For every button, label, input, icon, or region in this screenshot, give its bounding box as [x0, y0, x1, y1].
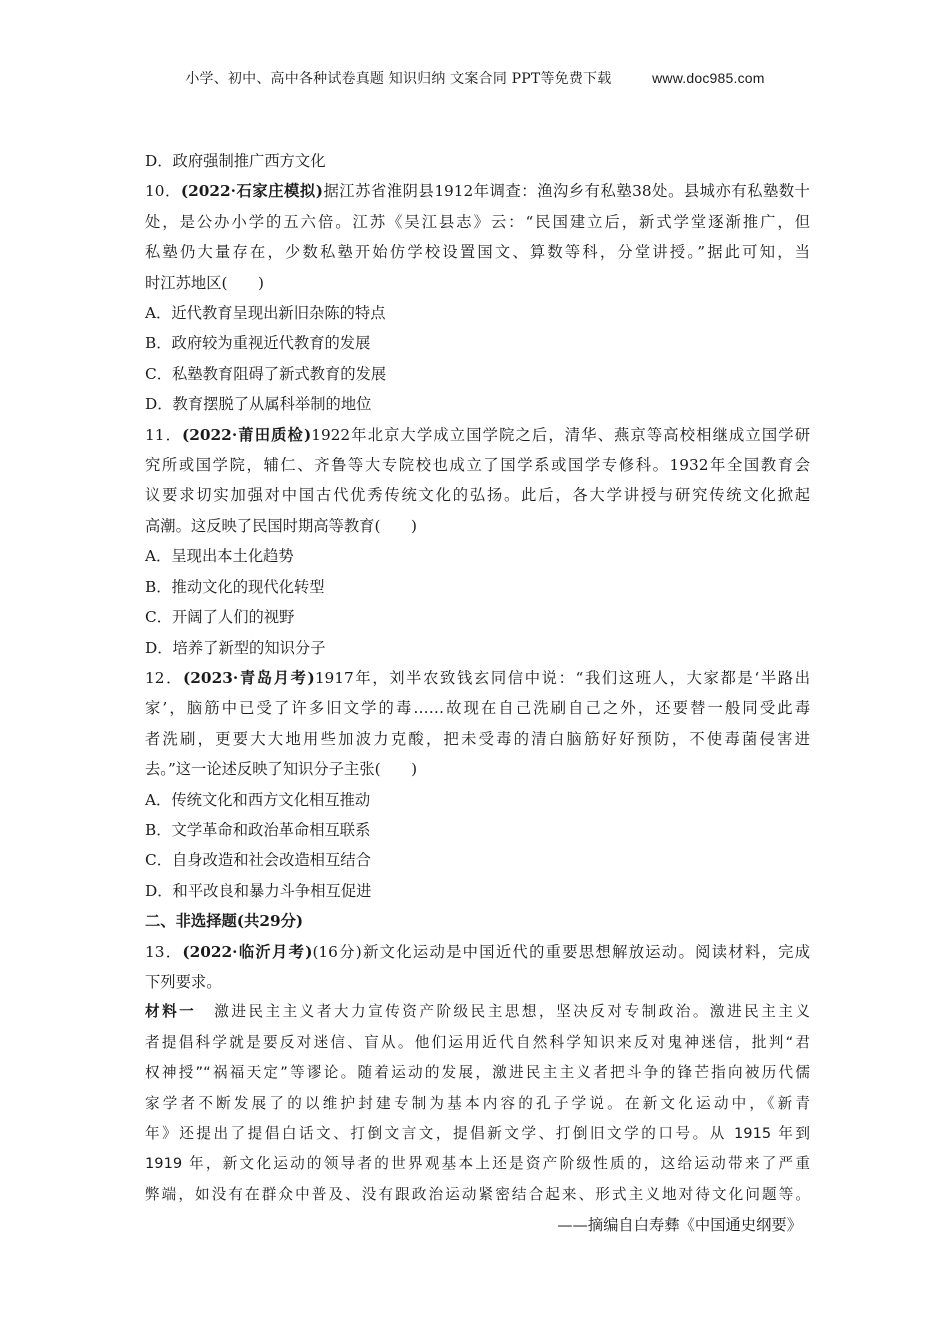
q12-stem-line-1	[145, 663, 810, 693]
material-1-line-7: 弊端，如没有在群众中普及、没有跟政治运动紧密结合起来、形式主义地对待文化问题等。	[145, 1185, 810, 1203]
q12-source: (2023·青岛月考)	[183, 668, 315, 687]
material-1-line-2: 者提倡科学就是要反对迷信、盲从。他们运用近代自然科学知识来反对鬼神迷信，批判“君	[145, 1033, 810, 1051]
q12-stem-line-2: 家’，脑筋中已受了许多旧文学的毒……故现在自己洗刷自己之外，还要替一般同受此毒	[145, 699, 810, 718]
q12-stem-line-4: 去。”这一论述反映了知识分子主张( )	[145, 760, 418, 779]
material-1-source: ——摘编自白寿彝《中国通史纲要》	[557, 1216, 802, 1235]
q12-option-d: D．和平改良和暴力斗争相互促进	[145, 881, 372, 900]
q10-option-b: B．政府较为重视近代教育的发展	[145, 334, 371, 353]
header-site-link[interactable]: www.doc985.com	[652, 70, 765, 86]
q10-option-c: C．私塾教育阻碍了新式教育的发展	[145, 364, 387, 383]
q11-option-b: B．推动文化的现代化转型	[145, 577, 325, 596]
q10-stem-line-3: 私塾仍大量存在，少数私塾开始仿学校设置国文、算数等科，分堂讲授。”据此可知，当	[145, 243, 810, 262]
material-1-line-5: 年》还提出了提倡白话文、打倒文言文，提倡新文学、打倒旧文学的口号。从 1915 年到	[145, 1125, 810, 1142]
q11-stem-text-1: 1922年北京大学成立国学院之后，清华、燕京等高校相继成立国学研	[311, 425, 810, 444]
q10-stem-line-1	[145, 176, 810, 206]
question-11	[145, 420, 810, 663]
q12-number: 12．	[145, 668, 184, 687]
material-1-text-1: 激进民主主义者大力宣传资产阶级民主思想，坚决反对专制政治。激进民主主义	[214, 1003, 810, 1021]
q12-stem-line-3: 者洗刷，更要大大地用些加波力克酸，把未受毒的清白脑筋好好预防，不使毒菌侵害进	[145, 729, 810, 748]
header-text: 小学、初中、高中各种试卷真题 知识归纳 文案合同 PPT等免费下载	[185, 71, 612, 87]
q11-stem-line-3: 议要求切实加强对中国古代优秀传统文化的弘扬。此后，各大学讲授与研究传统文化掀起	[145, 486, 810, 505]
material-1-line-1	[145, 997, 810, 1027]
question-10	[145, 176, 810, 419]
question-13	[145, 937, 810, 1241]
q11-source: (2022·莆田质检)	[182, 425, 312, 444]
q12-option-a: A．传统文化和西方文化相互推动	[145, 790, 371, 809]
material-1-line-4: 家学者不断发展了的以维护封建专制为基本内容的孔子学说。在新文化运动中，《新青	[145, 1094, 810, 1112]
q10-stem-text-1: 据江苏省淮阴县1912年调查：渔沟乡有私塾38处。县城亦有私塾数十	[322, 182, 810, 201]
q10-stem-line-2: 处，是公办小学的五六倍。江苏《吴江县志》云：“民国建立后，新式学堂逐渐推广，但	[145, 212, 810, 231]
q11-stem-line-1	[145, 420, 810, 450]
material-1-line-3: 权神授”“祸福天定”等谬论。随着运动的发展，激进民主主义者把斗争的锋芒指向被历代儒	[145, 1064, 810, 1082]
q11-stem-line-4: 高潮。这反映了民国时期高等教育( )	[145, 516, 417, 535]
q11-number: 11．	[145, 425, 183, 444]
material-1-line-6: 1919 年，新文化运动的领导者的世界观基本上还是资产阶级性质的，这给运动带来了严重	[145, 1155, 810, 1173]
q11-option-d: D．培养了新型的知识分子	[145, 638, 326, 657]
q10-option-a: A．近代教育呈现出新旧杂陈的特点	[145, 304, 386, 323]
document-body	[145, 146, 810, 1241]
q10-stem-line-4: 时江苏地区( )	[145, 273, 265, 292]
q13-stem-text-1: (16分)新文化运动是中国近代的重要思想解放运动。阅读材料，完成	[312, 942, 810, 961]
q11-option-c: C．开阔了人们的视野	[145, 608, 295, 627]
q11-option-a: A．呈现出本土化趋势	[145, 547, 294, 566]
q11-stem-line-2: 究所或国学院，辅仁、齐鲁等大专院校也成立了国学系或国学专修科。1932年全国教育会	[145, 456, 810, 475]
section-2-title: 二、非选择题(共29分)	[145, 912, 304, 931]
q12-stem-text-1: 1917年，刘半农致钱玄同信中说：“我们这班人，大家都是‘半路出	[314, 668, 810, 687]
q9-option-d: D．政府强制推广西方文化	[145, 152, 326, 170]
q13-stem-line-1	[145, 937, 810, 967]
q10-source: (2022·石家庄模拟)	[180, 182, 323, 201]
material-1-label: 材料一	[145, 1003, 197, 1021]
q10-option-d: D．教育摆脱了从属科举制的地位	[145, 395, 372, 414]
q12-option-c: C．自身改造和社会改造相互结合	[145, 851, 371, 870]
q13-stem-line-2: 下列要求。	[145, 972, 222, 991]
question-12	[145, 663, 810, 906]
q13-source: (2022·临沂月考)	[182, 942, 313, 961]
page-header	[0, 68, 950, 88]
q10-number: 10．	[145, 182, 181, 201]
material-1	[145, 997, 810, 1210]
q12-option-b: B．文学革命和政治革命相互联系	[145, 820, 371, 839]
q13-number: 13．	[145, 942, 183, 961]
